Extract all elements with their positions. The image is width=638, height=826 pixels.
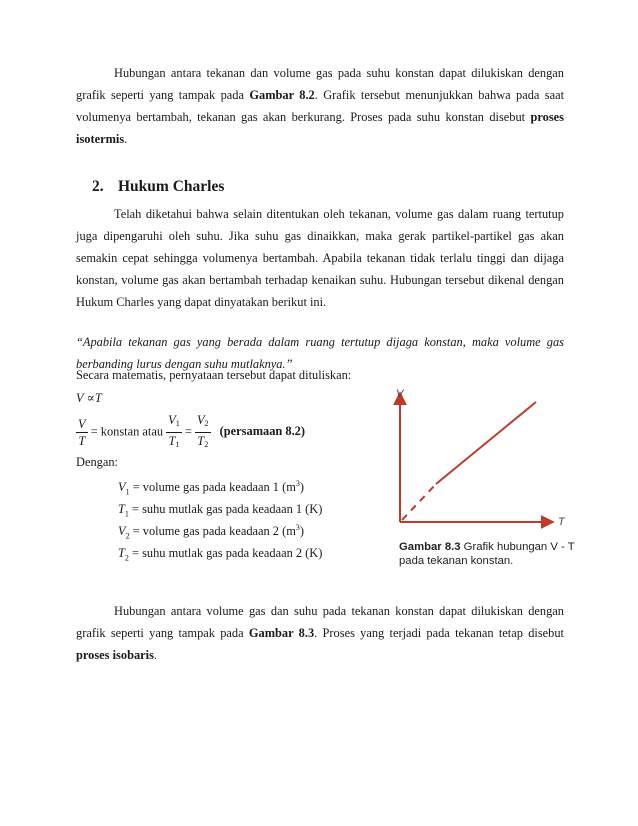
term-isotermis: proses isotermis bbox=[76, 110, 564, 146]
intro-text: Hubungan antara tekanan dan volume gas pada suhu konstan dapat dilukiskan dengan grafik seperti yang tampak pada bbox=[76, 66, 564, 102]
fraction-v-over-t: $\frac{V}{T}$ bbox=[78, 417, 86, 448]
intro-paragraph bbox=[76, 62, 564, 150]
section-title: Hukum Charles bbox=[118, 178, 225, 195]
section-heading bbox=[92, 178, 224, 196]
equation-reference: (persamaan 8.2) bbox=[219, 424, 306, 439]
figure-reference: Gambar 8.3 bbox=[248, 626, 315, 640]
term-isobaris: proses isobaris bbox=[76, 648, 154, 662]
intro-text: . bbox=[124, 132, 128, 146]
intro-text: . Grafik tersebut menunjukkan bahwa pada saat volumenya bertambah, tekanan gas akan berkurang. Proses pada suhu konstan disebut bbox=[76, 88, 565, 124]
dengan-label: Dengan: bbox=[76, 455, 118, 469]
caption-text: Grafik hubungan V - T pada tekanan konstan. bbox=[399, 541, 575, 567]
section-number: 2. bbox=[92, 178, 104, 195]
equation-text: = konstan atau bbox=[90, 424, 164, 439]
charles-equation: $\frac{V}{T}$ = konstan atau $\frac{V_1}{T_1}$ = $\frac{V_2}{T_2}$ (persamaan 8.2) bbox=[76, 412, 305, 453]
law-quote: “Apabila tekanan gas yang berada dalam ruang tertutup dijaga konstan, maka volume gas berbanding lurus dengan suhu mutlaknya.” bbox=[76, 335, 564, 371]
extrapolated-line bbox=[402, 484, 436, 520]
charles-paragraph: Telah diketahui bahwa selain ditentukan oleh tekanan, volume gas dalam ruang tertutup juga dipengaruhi oleh suhu. Jika suhu gas dinaikkan, maka gerak partikel-partikel gas akan semakin cepat sehingga volumenya bertambah. Apabila tekanan tidak terlalu tinggi dan dijaga konstan, volume gas akan bertambah terhadap kenaikan suhu. Hubungan tersebut dikenal dengan Hukum Charles yang dapat dinyatakan berikut ini. bbox=[76, 207, 564, 309]
proportion-formula: V ∝T bbox=[76, 391, 102, 405]
fraction-v2-over-t2: $\frac{V_2}{T_2}$ bbox=[196, 413, 209, 449]
caption-label: Gambar 8.3 bbox=[399, 541, 461, 553]
figure-caption bbox=[399, 540, 579, 568]
definitions-list bbox=[118, 473, 322, 561]
x-axis-label: T bbox=[558, 516, 565, 528]
v-t-line bbox=[436, 402, 536, 484]
y-axis-label: V bbox=[396, 388, 404, 400]
graph-svg bbox=[384, 384, 584, 544]
definition-item: $T_1$ = suhu mutlak gas pada keadaan 1 (K) bbox=[118, 502, 323, 519]
figure-reference: Gambar 8.2 bbox=[249, 88, 315, 102]
closing-paragraph: Hubungan antara volume gas dan suhu pada tekanan konstan dapat dilukiskan dengan grafik seperti yang tampak pada Gambar 8.3. Proses yang terjadi pada tekanan tetap disebut proses isobaris. bbox=[76, 604, 565, 662]
fraction-v1-over-t1: $\frac{V_1}{T_1}$ bbox=[168, 413, 180, 449]
definition-item: $V_1$ = volume gas pada keadaan 1 $(m^3)$ bbox=[118, 479, 305, 497]
math-intro: Secara matematis, pernyataan tersebut dapat dituliskan: bbox=[76, 368, 352, 382]
definition-item: $V_2$ = volume gas pada keadaan 2 $(m^3)$ bbox=[118, 523, 305, 541]
definition-item: $T_2$ = suhu mutlak gas pada keadaan 2 (K) bbox=[118, 546, 323, 563]
